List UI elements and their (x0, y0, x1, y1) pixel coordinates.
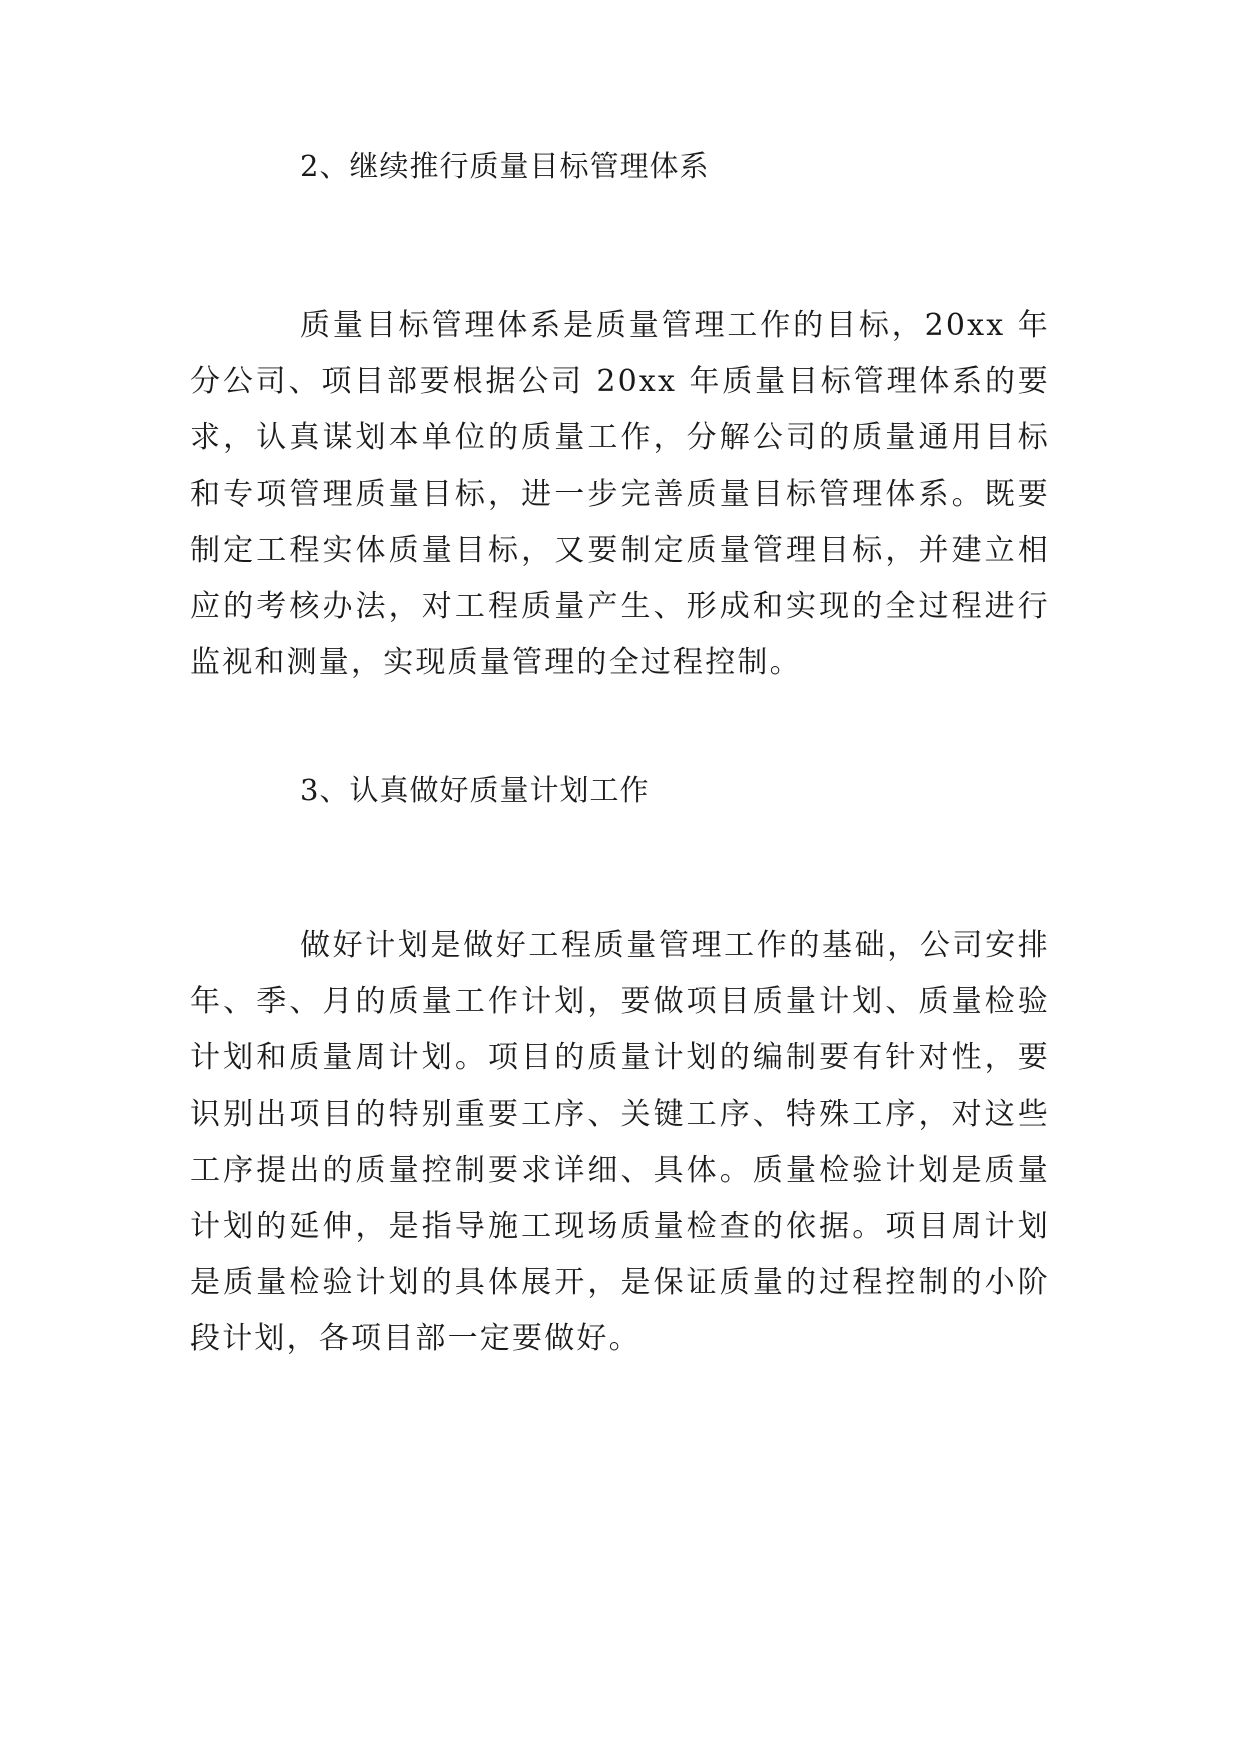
paragraph-line: 分公司、项目部要根据公司 20xx 年质量目标管理体系的要 (190, 364, 1050, 400)
paragraph-line: 年、季、月的质量工作计划，要做项目质量计划、质量检验 (190, 984, 1050, 1020)
paragraph-line: 计划和质量周计划。项目的质量计划的编制要有针对性，要 (190, 1040, 1050, 1076)
section-heading: 3、认真做好质量计划工作 (300, 773, 650, 807)
paragraph-line: 段计划，各项目部一定要做好。 (190, 1321, 641, 1357)
paragraph-line: 监视和测量，实现质量管理的全过程控制。 (190, 645, 802, 681)
paragraph-line: 应的考核办法，对工程质量产生、形成和实现的全过程进行 (190, 589, 1050, 625)
paragraph-line: 计划的延伸，是指导施工现场质量检查的依据。项目周计划 (190, 1209, 1050, 1245)
paragraph-line: 做好计划是做好工程质量管理工作的基础，公司安排 (300, 928, 1050, 963)
paragraph-line: 工序提出的质量控制要求详细、具体。质量检验计划是质量 (190, 1152, 1050, 1188)
paragraph-line: 是质量检验计划的具体展开，是保证质量的过程控制的小阶 (190, 1265, 1050, 1301)
paragraph-line: 识别出项目的特别重要工序、关键工序、特殊工序，对这些 (190, 1096, 1050, 1132)
section-paragraph (190, 298, 1050, 691)
section-heading: 2、继续推行质量目标管理体系 (300, 149, 710, 183)
paragraph-line: 制定工程实体质量目标，又要制定质量管理目标，并建立相 (190, 532, 1050, 568)
paragraph-line: 求，认真谋划本单位的质量工作，分解公司的质量通用目标 (190, 420, 1050, 456)
paragraph-line: 和专项管理质量目标，进一步完善质量目标管理体系。既要 (190, 476, 1050, 512)
section-paragraph (190, 918, 1050, 1368)
paragraph-line: 质量目标管理体系是质量管理工作的目标，20xx 年 (300, 308, 1050, 343)
